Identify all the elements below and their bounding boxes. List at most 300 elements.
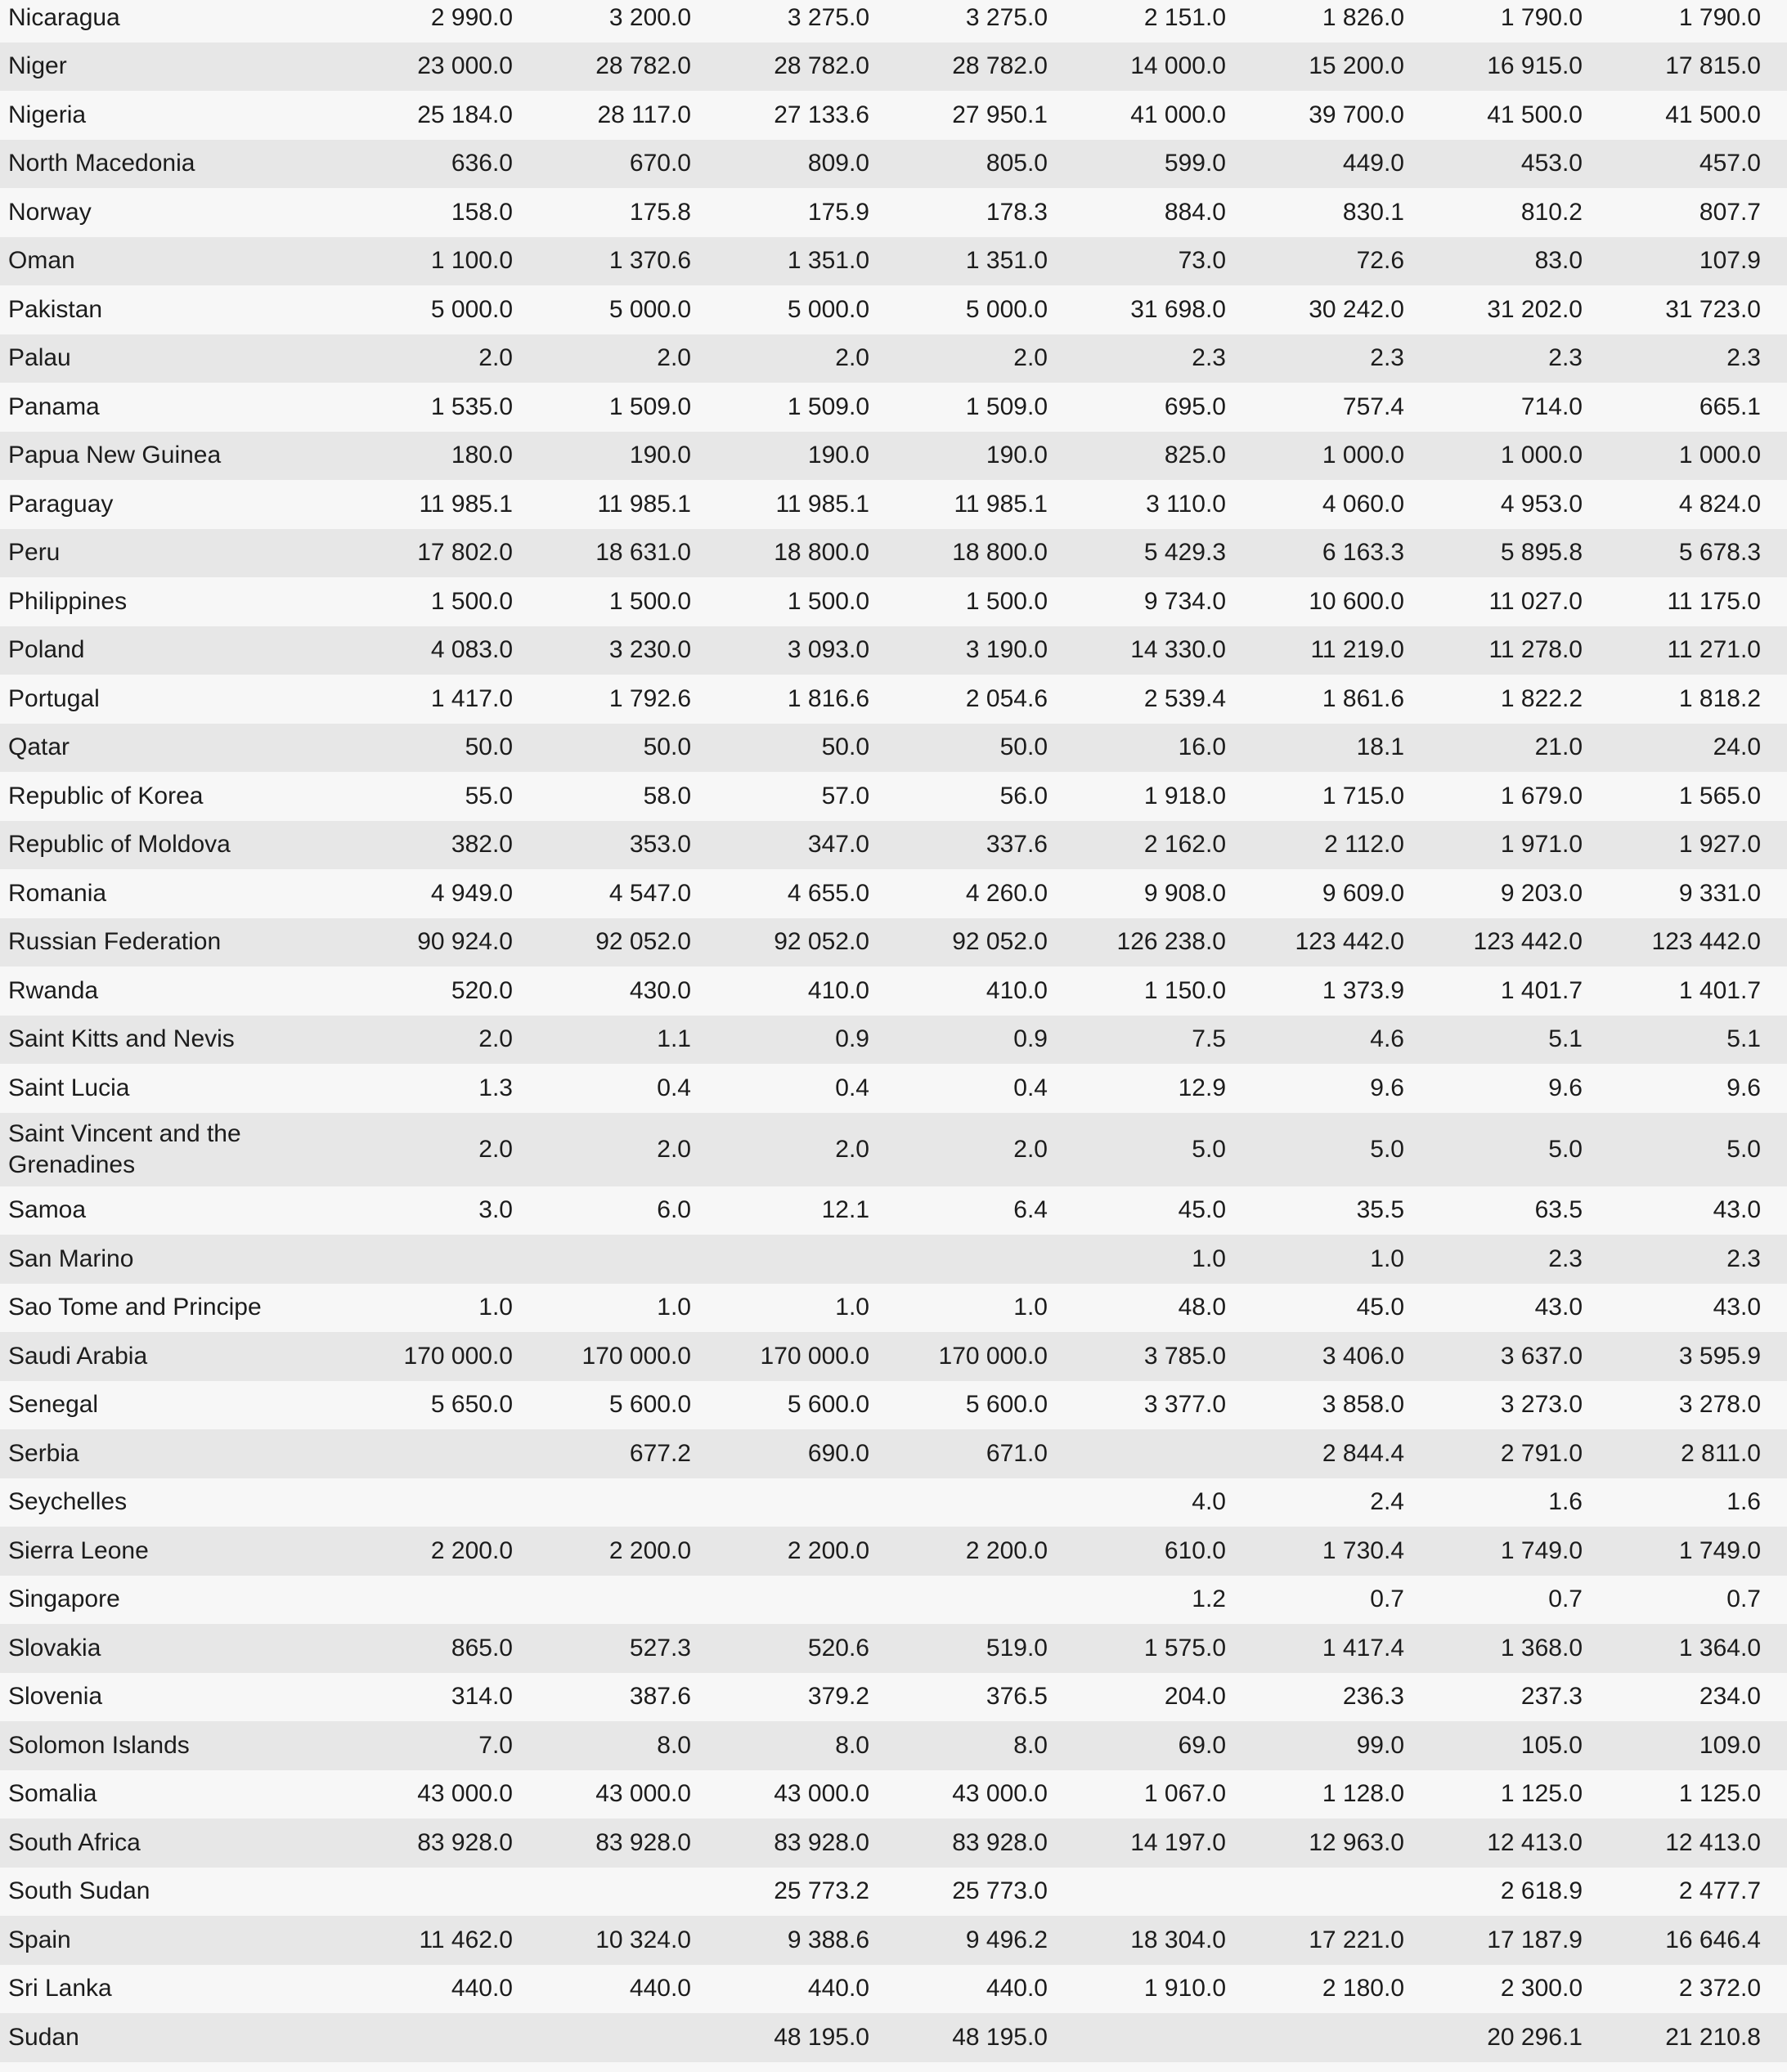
table-row	[0, 1819, 1787, 1868]
value-cell: 379.2	[807, 1683, 869, 1711]
value-cell	[869, 1576, 1048, 1625]
country-cell: Serbia	[8, 1439, 79, 1467]
value-cell: 72.6	[1356, 247, 1404, 275]
value-cell: 17 187.9	[1487, 1926, 1583, 1953]
value-cell: 809.0	[807, 150, 869, 177]
value-cell: 5 000.0	[430, 295, 513, 323]
country-cell: Republic of Korea	[8, 782, 204, 810]
value-cell: 5.0	[1726, 1135, 1761, 1163]
value-cell: 670.0	[629, 150, 691, 177]
value-cell: 1 861.6	[1322, 684, 1404, 712]
country-cell: Sudan	[8, 2023, 79, 2051]
country-cell: Seychelles	[8, 1488, 128, 1516]
value-cell: 41 500.0	[1665, 101, 1761, 128]
table-row	[0, 772, 1787, 821]
value-cell: 0.7	[1726, 1585, 1761, 1613]
value-cell: 69.0	[1178, 1731, 1226, 1759]
value-cell: 1 417.4	[1322, 1634, 1404, 1662]
value-cell: 92 052.0	[952, 928, 1048, 956]
value-cell: 45.0	[1356, 1294, 1404, 1321]
value-cell: 1.6	[1726, 1488, 1761, 1516]
value-cell: 636.0	[451, 150, 513, 177]
value-cell: 83 928.0	[774, 1828, 869, 1856]
value-cell: 170 000.0	[938, 1342, 1048, 1370]
table-row	[0, 1478, 1787, 1527]
value-cell: 28 782.0	[952, 52, 1048, 80]
table-row	[0, 43, 1787, 92]
country-cell: Peru	[8, 539, 61, 567]
value-cell: 1.2	[1192, 1585, 1226, 1613]
value-cell: 6.4	[1013, 1196, 1048, 1224]
value-cell: 4 260.0	[965, 879, 1048, 907]
value-cell: 41 000.0	[1130, 101, 1226, 128]
value-cell: 3 377.0	[1143, 1391, 1226, 1419]
value-cell: 9.6	[1370, 1074, 1404, 1101]
value-cell: 2.0	[835, 344, 869, 372]
value-cell: 865.0	[451, 1634, 513, 1662]
value-cell: 5 895.8	[1500, 539, 1583, 567]
table-row	[0, 1016, 1787, 1065]
value-cell: 2 990.0	[430, 3, 513, 31]
table-row	[0, 1186, 1787, 1236]
value-cell	[1226, 2013, 1404, 2062]
value-cell: 20 296.1	[1487, 2023, 1583, 2051]
value-cell: 353.0	[629, 831, 691, 859]
value-cell: 457.0	[1699, 150, 1761, 177]
table-row	[0, 1770, 1787, 1819]
value-cell	[869, 1478, 1048, 1527]
value-cell: 1 792.6	[608, 684, 691, 712]
country-cell: Rwanda	[8, 976, 99, 1004]
value-cell: 1 927.0	[1678, 831, 1761, 859]
table-row	[0, 0, 1787, 43]
value-cell: 2.3	[1370, 344, 1404, 372]
value-cell: 440.0	[451, 1975, 513, 2002]
value-cell: 16.0	[1178, 733, 1226, 761]
value-cell: 3 093.0	[787, 636, 869, 664]
value-cell: 39 700.0	[1309, 101, 1404, 128]
value-cell: 11 985.1	[597, 490, 691, 518]
value-cell: 170 000.0	[581, 1342, 691, 1370]
country-cell: Oman	[8, 247, 75, 275]
value-cell	[513, 1235, 691, 1284]
table-row	[0, 626, 1787, 675]
value-cell: 11 219.0	[1310, 636, 1404, 664]
value-cell: 12.1	[821, 1196, 869, 1224]
value-cell: 90 924.0	[417, 928, 513, 956]
table-row	[0, 1064, 1787, 1113]
value-cell: 27 950.1	[952, 101, 1048, 128]
value-cell: 1 910.0	[1143, 1975, 1226, 2002]
value-cell: 1 417.0	[430, 684, 513, 712]
value-cell: 3 406.0	[1322, 1342, 1404, 1370]
value-cell: 1 128.0	[1322, 1780, 1404, 1808]
value-cell: 190.0	[986, 442, 1048, 469]
value-cell: 5.0	[1548, 1135, 1583, 1163]
value-cell: 1 790.0	[1500, 3, 1583, 31]
table-row	[0, 188, 1787, 237]
country-cell: Saint Lucia	[8, 1074, 130, 1101]
value-cell: 2 618.9	[1500, 1877, 1583, 1905]
value-cell: 4 824.0	[1678, 490, 1761, 518]
value-cell: 440.0	[629, 1975, 691, 2002]
table-row	[0, 285, 1787, 334]
value-cell: 10 600.0	[1309, 587, 1404, 615]
value-cell: 2.3	[1548, 1245, 1583, 1272]
value-cell: 0.7	[1370, 1585, 1404, 1613]
value-cell: 50.0	[643, 733, 691, 761]
value-cell: 714.0	[1520, 392, 1583, 420]
table-row	[0, 1673, 1787, 1722]
value-cell: 1.1	[657, 1025, 691, 1053]
value-cell: 31 202.0	[1487, 295, 1583, 323]
value-cell: 30 242.0	[1309, 295, 1404, 323]
value-cell: 158.0	[451, 198, 513, 226]
table-row	[0, 821, 1787, 870]
value-cell: 28 117.0	[597, 101, 691, 128]
value-cell: 11 027.0	[1488, 587, 1583, 615]
value-cell: 430.0	[629, 976, 691, 1004]
value-cell: 830.1	[1342, 198, 1404, 226]
value-cell	[513, 1868, 691, 1917]
value-cell: 1 826.0	[1322, 3, 1404, 31]
value-cell: 1 575.0	[1143, 1634, 1226, 1662]
value-cell: 3 200.0	[608, 3, 691, 31]
value-cell: 1 100.0	[430, 247, 513, 275]
value-cell: 825.0	[1164, 442, 1226, 469]
table-row	[0, 1868, 1787, 1917]
value-cell: 43.0	[1713, 1294, 1761, 1321]
value-cell: 1 125.0	[1500, 1780, 1583, 1808]
value-cell: 3 595.9	[1678, 1342, 1761, 1370]
value-cell: 48 195.0	[774, 2023, 869, 2051]
value-cell: 175.8	[629, 198, 691, 226]
value-cell: 35.5	[1356, 1196, 1404, 1224]
country-cell: Niger	[8, 52, 67, 80]
value-cell: 28 782.0	[595, 52, 691, 80]
value-cell	[335, 1868, 513, 1917]
country-cell: Russian Federation	[8, 928, 222, 956]
value-cell: 5.1	[1726, 1025, 1761, 1053]
value-cell: 1 918.0	[1143, 782, 1226, 810]
value-cell: 1 150.0	[1143, 976, 1226, 1004]
country-cell: Nicaragua	[8, 3, 120, 31]
value-cell: 12 413.0	[1487, 1828, 1583, 1856]
value-cell: 11 271.0	[1667, 636, 1761, 664]
value-cell: 105.0	[1520, 1731, 1583, 1759]
value-cell: 5 429.3	[1143, 539, 1226, 567]
value-cell: 5 678.3	[1678, 539, 1761, 567]
value-cell: 21.0	[1534, 733, 1583, 761]
value-cell: 5 600.0	[965, 1391, 1048, 1419]
country-cell: North Macedonia	[8, 150, 195, 177]
value-cell: 236.3	[1342, 1683, 1404, 1711]
value-cell: 1 370.6	[608, 247, 691, 275]
value-cell: 45.0	[1178, 1196, 1226, 1224]
value-cell: 2.3	[1192, 344, 1226, 372]
value-cell: 83 928.0	[417, 1828, 513, 1856]
value-cell: 805.0	[986, 150, 1048, 177]
value-cell: 11 985.1	[954, 490, 1048, 518]
table-row	[0, 383, 1787, 432]
value-cell: 1 715.0	[1322, 782, 1404, 810]
value-cell: 4 655.0	[787, 879, 869, 907]
value-cell: 884.0	[1164, 198, 1226, 226]
value-cell: 677.2	[629, 1439, 691, 1467]
value-cell: 410.0	[986, 976, 1048, 1004]
value-cell: 92 052.0	[774, 928, 869, 956]
value-cell: 695.0	[1164, 392, 1226, 420]
value-cell: 4.6	[1370, 1025, 1404, 1053]
value-cell: 23 000.0	[417, 52, 513, 80]
table-row	[0, 1527, 1787, 1576]
value-cell: 9 496.2	[965, 1926, 1048, 1953]
value-cell: 1.0	[1192, 1245, 1226, 1272]
value-cell: 1 749.0	[1500, 1536, 1583, 1564]
value-cell: 11 462.0	[419, 1926, 513, 1953]
value-cell: 9 331.0	[1678, 879, 1761, 907]
country-cell: Somalia	[8, 1780, 97, 1808]
value-cell: 9.6	[1726, 1074, 1761, 1101]
value-cell: 0.4	[657, 1074, 691, 1101]
value-cell: 1 509.0	[787, 392, 869, 420]
value-cell: 2.0	[478, 1025, 513, 1053]
value-cell: 3 190.0	[965, 636, 1048, 664]
value-cell: 234.0	[1699, 1683, 1761, 1711]
value-cell: 2.0	[478, 1135, 513, 1163]
value-cell: 1 822.2	[1500, 684, 1583, 712]
value-cell: 123 442.0	[1473, 928, 1583, 956]
country-cell: Sri Lanka	[8, 1975, 112, 2002]
value-cell: 83 928.0	[595, 1828, 691, 1856]
value-cell: 55.0	[465, 782, 513, 810]
table-row	[0, 1113, 1787, 1186]
value-cell	[1048, 1868, 1226, 1917]
value-cell: 1 818.2	[1678, 684, 1761, 712]
value-cell: 440.0	[807, 1975, 869, 2002]
table-row	[0, 1332, 1787, 1381]
value-cell: 757.4	[1342, 392, 1404, 420]
value-cell: 18 631.0	[595, 539, 691, 567]
value-cell: 0.9	[1013, 1025, 1048, 1053]
value-cell: 16 646.4	[1665, 1926, 1761, 1953]
value-cell: 1.6	[1548, 1488, 1583, 1516]
value-cell: 31 723.0	[1665, 295, 1761, 323]
value-cell: 1 509.0	[608, 392, 691, 420]
country-cell: Pakistan	[8, 295, 103, 323]
value-cell: 1 401.7	[1500, 976, 1583, 1004]
value-cell: 99.0	[1356, 1731, 1404, 1759]
table-row	[0, 237, 1787, 286]
value-cell: 2.3	[1726, 1245, 1761, 1272]
value-cell: 27 133.6	[774, 101, 869, 128]
country-cell: Slovenia	[8, 1683, 103, 1711]
value-cell	[513, 2013, 691, 2062]
country-cell: Singapore	[8, 1585, 120, 1613]
value-cell: 9 203.0	[1500, 879, 1583, 907]
value-cell: 11 985.1	[775, 490, 869, 518]
table-row	[0, 675, 1787, 724]
value-cell	[691, 1478, 869, 1527]
value-cell: 50.0	[821, 733, 869, 761]
value-cell: 410.0	[807, 976, 869, 1004]
value-cell: 190.0	[629, 442, 691, 469]
value-cell: 7.0	[478, 1731, 513, 1759]
value-cell: 2 200.0	[965, 1536, 1048, 1564]
value-cell: 1.0	[1013, 1294, 1048, 1321]
country-cell: Senegal	[8, 1391, 99, 1419]
value-cell: 11 175.0	[1667, 587, 1761, 615]
value-cell: 2 112.0	[1324, 831, 1404, 859]
value-cell: 175.9	[807, 198, 869, 226]
value-cell: 107.9	[1699, 247, 1761, 275]
table-row	[0, 140, 1787, 189]
value-cell: 453.0	[1520, 150, 1583, 177]
value-cell: 43 000.0	[774, 1780, 869, 1808]
table-row	[0, 1916, 1787, 1965]
value-cell: 58.0	[643, 782, 691, 810]
value-cell: 810.2	[1520, 198, 1583, 226]
value-cell	[1048, 1429, 1226, 1478]
value-cell: 376.5	[986, 1683, 1048, 1711]
value-cell: 15 200.0	[1309, 52, 1404, 80]
value-cell: 126 238.0	[1116, 928, 1226, 956]
value-cell: 520.0	[451, 976, 513, 1004]
value-cell	[335, 2013, 513, 2062]
value-cell: 1 351.0	[787, 247, 869, 275]
value-cell: 5 600.0	[608, 1391, 691, 1419]
value-cell: 2.0	[1013, 1135, 1048, 1163]
value-cell: 2 539.4	[1143, 684, 1226, 712]
table-row	[0, 966, 1787, 1016]
value-cell: 2 054.6	[965, 684, 1048, 712]
value-cell: 1 790.0	[1678, 3, 1761, 31]
value-cell: 1 971.0	[1500, 831, 1583, 859]
value-cell: 48.0	[1178, 1294, 1226, 1321]
value-cell: 43 000.0	[952, 1780, 1048, 1808]
value-cell: 18 304.0	[1130, 1926, 1226, 1953]
value-cell: 5 650.0	[430, 1391, 513, 1419]
country-cell: Palau	[8, 344, 71, 372]
value-cell: 2 372.0	[1678, 1975, 1761, 2002]
value-cell: 9 908.0	[1143, 879, 1226, 907]
country-cell: Panama	[8, 392, 100, 420]
value-cell: 2 811.0	[1681, 1439, 1761, 1467]
value-cell: 3 275.0	[787, 3, 869, 31]
value-cell: 4 083.0	[430, 636, 513, 664]
value-cell: 1 500.0	[787, 587, 869, 615]
table-row	[0, 1721, 1787, 1770]
value-cell: 3 110.0	[1146, 490, 1226, 518]
value-cell: 9 388.6	[787, 1926, 869, 1953]
value-cell: 8.0	[1013, 1731, 1048, 1759]
value-cell: 337.6	[986, 831, 1048, 859]
value-cell: 25 773.0	[952, 1877, 1048, 1905]
value-cell: 237.3	[1520, 1683, 1583, 1711]
value-cell: 3 273.0	[1500, 1391, 1583, 1419]
value-cell: 57.0	[821, 782, 869, 810]
value-cell: 520.6	[807, 1634, 869, 1662]
value-cell: 48 195.0	[952, 2023, 1048, 2051]
value-cell: 41 500.0	[1487, 101, 1583, 128]
value-cell: 43 000.0	[417, 1780, 513, 1808]
country-cell: Qatar	[8, 733, 70, 761]
value-cell: 14 197.0	[1130, 1828, 1226, 1856]
value-cell: 314.0	[451, 1683, 513, 1711]
value-cell: 1 749.0	[1678, 1536, 1761, 1564]
value-cell: 2.0	[657, 1135, 691, 1163]
value-cell: 440.0	[986, 1975, 1048, 2002]
country-cell: Sierra Leone	[8, 1536, 149, 1564]
value-cell	[1048, 2013, 1226, 2062]
value-cell: 3 858.0	[1322, 1391, 1404, 1419]
value-cell: 1 730.4	[1322, 1536, 1404, 1564]
value-cell: 1 000.0	[1322, 442, 1404, 469]
value-cell: 9.6	[1548, 1074, 1583, 1101]
table-row	[0, 724, 1787, 773]
value-cell: 3 275.0	[965, 3, 1048, 31]
country-cell: Solomon Islands	[8, 1731, 190, 1759]
value-cell: 1 500.0	[965, 587, 1048, 615]
country-cell: Poland	[8, 636, 85, 664]
value-cell: 665.1	[1699, 392, 1761, 420]
value-cell: 2.4	[1370, 1488, 1404, 1516]
value-cell: 170 000.0	[403, 1342, 513, 1370]
table-row	[0, 1235, 1787, 1284]
value-cell: 1.0	[478, 1294, 513, 1321]
value-cell: 387.6	[629, 1683, 691, 1711]
value-cell: 599.0	[1164, 150, 1226, 177]
country-cell: Spain	[8, 1926, 71, 1953]
value-cell: 3.0	[478, 1196, 513, 1224]
value-cell: 3 785.0	[1143, 1342, 1226, 1370]
value-cell: 190.0	[807, 442, 869, 469]
value-cell: 2.0	[657, 344, 691, 372]
table-row	[0, 334, 1787, 383]
value-cell: 0.4	[1013, 1074, 1048, 1101]
value-cell: 43.0	[1534, 1294, 1583, 1321]
value-cell: 1 500.0	[430, 587, 513, 615]
value-cell: 2 180.0	[1322, 1975, 1404, 2002]
value-cell: 347.0	[807, 831, 869, 859]
value-cell: 3 278.0	[1678, 1391, 1761, 1419]
value-cell: 5.0	[1370, 1135, 1404, 1163]
value-cell: 1.0	[657, 1294, 691, 1321]
value-cell: 12 963.0	[1309, 1828, 1404, 1856]
table-row	[0, 869, 1787, 918]
table-row	[0, 918, 1787, 967]
value-cell: 2 200.0	[608, 1536, 691, 1564]
value-cell: 1 364.0	[1678, 1634, 1761, 1662]
value-cell: 83 928.0	[952, 1828, 1048, 1856]
value-cell: 17 221.0	[1309, 1926, 1404, 1953]
value-cell: 21 210.8	[1665, 2023, 1761, 2051]
country-cell: Saint Kitts and Nevis	[8, 1025, 235, 1053]
value-cell: 449.0	[1342, 150, 1404, 177]
value-cell	[691, 1235, 869, 1284]
value-cell: 204.0	[1164, 1683, 1226, 1711]
value-cell: 50.0	[999, 733, 1048, 761]
value-cell: 25 184.0	[417, 101, 513, 128]
value-cell: 43 000.0	[595, 1780, 691, 1808]
value-cell: 1 067.0	[1143, 1780, 1226, 1808]
value-cell: 6.0	[657, 1196, 691, 1224]
value-cell: 690.0	[807, 1439, 869, 1467]
value-cell: 25 773.2	[774, 1877, 869, 1905]
value-cell: 2.0	[1013, 344, 1048, 372]
country-cell: San Marino	[8, 1245, 134, 1272]
value-cell: 610.0	[1164, 1536, 1226, 1564]
